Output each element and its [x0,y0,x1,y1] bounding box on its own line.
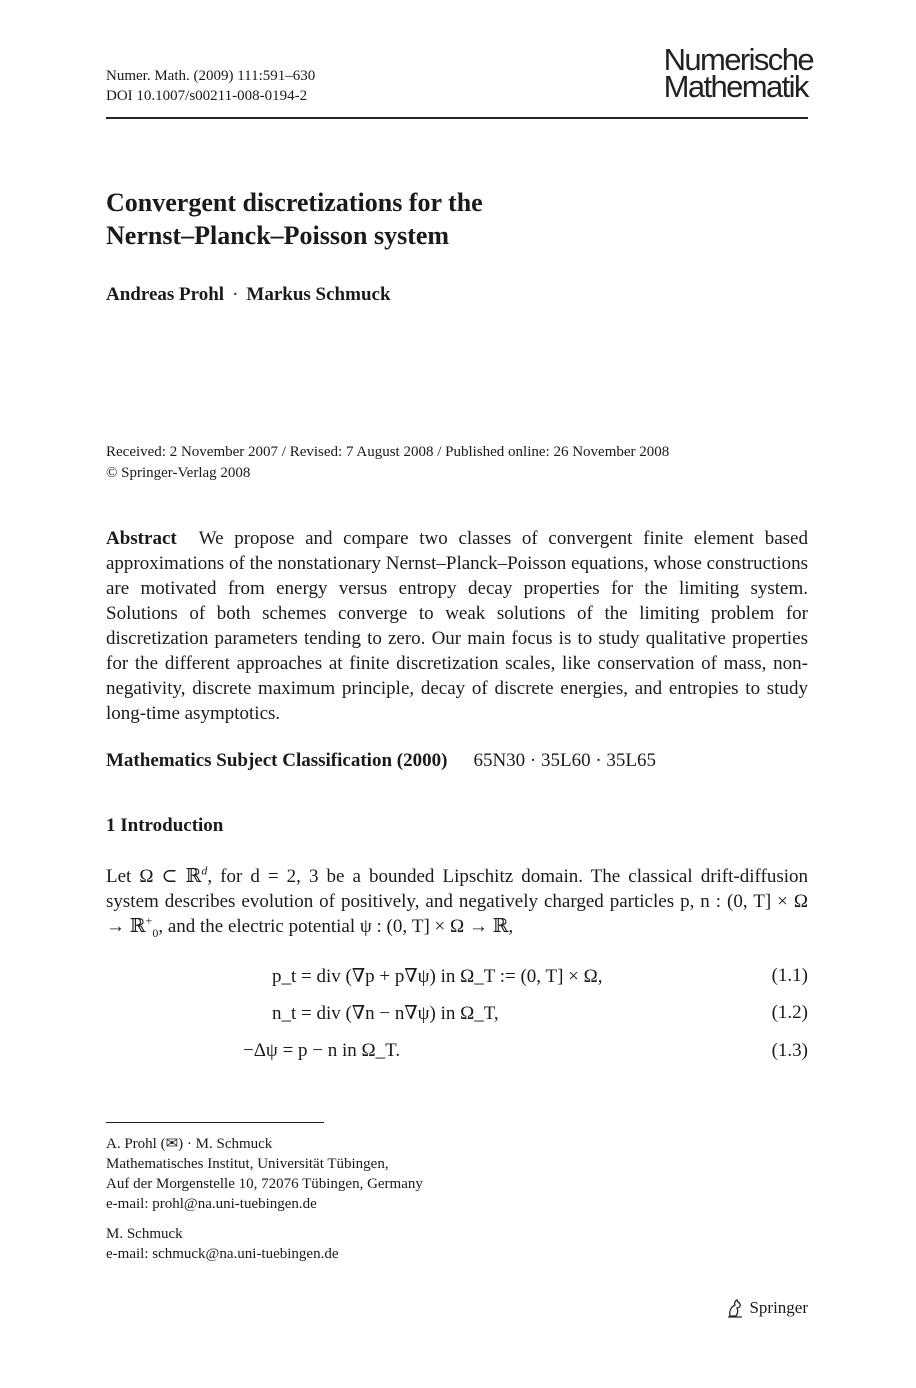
intro-text: , and the electric potential ψ : (0, T] × Ω → ℝ, [158,916,514,937]
footnote-email: e-mail: prohl@na.uni-tuebingen.de [106,1196,317,1212]
title-line1: Convergent discretizations for the [106,188,483,217]
footnote-name: M. Schmuck [106,1226,183,1242]
abstract-text: We propose and compare two classes of convergent finite element based approximations of the nonstationary Nernst–Planck–Poisson equations, whose constructions are motivated from energy versus entropy decay properties for the limiting system. Solutions of both schemes converge to weak solutions of the limiting problem for discretization parameters tending to zero. Our main focus is to study qualitative properties for the different approaches at finite discretization scales, like conservation of mass, non-negativity, discrete maximum principle, decay of discrete energies, and entropies to study long-time asymptotics. [106,528,808,724]
equation-number: (1.3) [771,1040,808,1061]
equation-1-3: −Δψ = p − n in Ω_T. [243,1040,401,1061]
footnote-affiliation: Mathematisches Institut, Universität Tübingen, [106,1156,389,1172]
journal-logo-line2: Mathematik [663,69,808,104]
title-line2: Nernst–Planck–Poisson system [106,221,450,250]
footnote-rule [106,1122,324,1123]
msc-classification [106,750,656,772]
journal-logo-line1: Numerische [663,42,813,77]
copyright-line: © Springer-Verlag 2008 [106,465,251,481]
publisher-logo [726,1298,808,1318]
msc-codes: 65N30 · 35L60 · 35L65 [473,750,657,771]
equation-1-1: p_t = div (∇p + p∇ψ) in Ω_T := (0, T] × Ω, [272,966,603,987]
publisher-name: Springer [749,1298,808,1317]
intro-text: , for d = 2, 3 be a bounded Lipschitz domain. The classical drift-diffusion system describes evolution of positively, and negatively charged particles p, n : (0, T] × Ω → ℝ [106,866,808,937]
abstract [106,526,808,726]
footnote-email: e-mail: schmuck@na.uni-tuebingen.de [106,1246,339,1262]
doi-line: DOI 10.1007/s00211-008-0194-2 [106,88,308,104]
journal-citation [106,66,315,106]
equation-1-2: n_t = div (∇n − n∇ψ) in Ω_T, [272,1003,499,1024]
section-heading: 1 Introduction [106,815,224,836]
citation-line: Numer. Math. (2009) 111:591–630 [106,68,316,84]
author-list [106,284,391,306]
author-name: Markus Schmuck [246,284,391,305]
intro-subscript: 0 [152,925,159,940]
intro-superscript: d [201,863,208,878]
abstract-label: Abstract [106,528,177,549]
footnote-address: Auf der Morgenstelle 10, 72076 Tübingen, Germany [106,1176,423,1192]
author-separator: · [232,284,239,305]
history-line: Received: 2 November 2007 / Revised: 7 August 2008 / Published online: 26 November 2008 [106,444,670,460]
footnote-authors: A. Prohl (✉) · M. Schmuck [106,1136,273,1152]
journal-logo [663,42,813,104]
msc-label: Mathematics Subject Classification (2000) [106,750,448,771]
introduction-paragraph [106,864,808,939]
equation-number: (1.1) [771,965,808,986]
author-footnote [106,1134,423,1264]
header-rule [106,117,808,119]
intro-text: Let Ω ⊂ ℝ [106,866,202,887]
intro-superscript: + [145,913,153,928]
author-name: Andreas Prohl [106,284,225,305]
equation-number: (1.2) [771,1002,808,1023]
publication-history [106,442,669,484]
paper-title [106,186,483,252]
springer-horse-icon [726,1298,744,1318]
